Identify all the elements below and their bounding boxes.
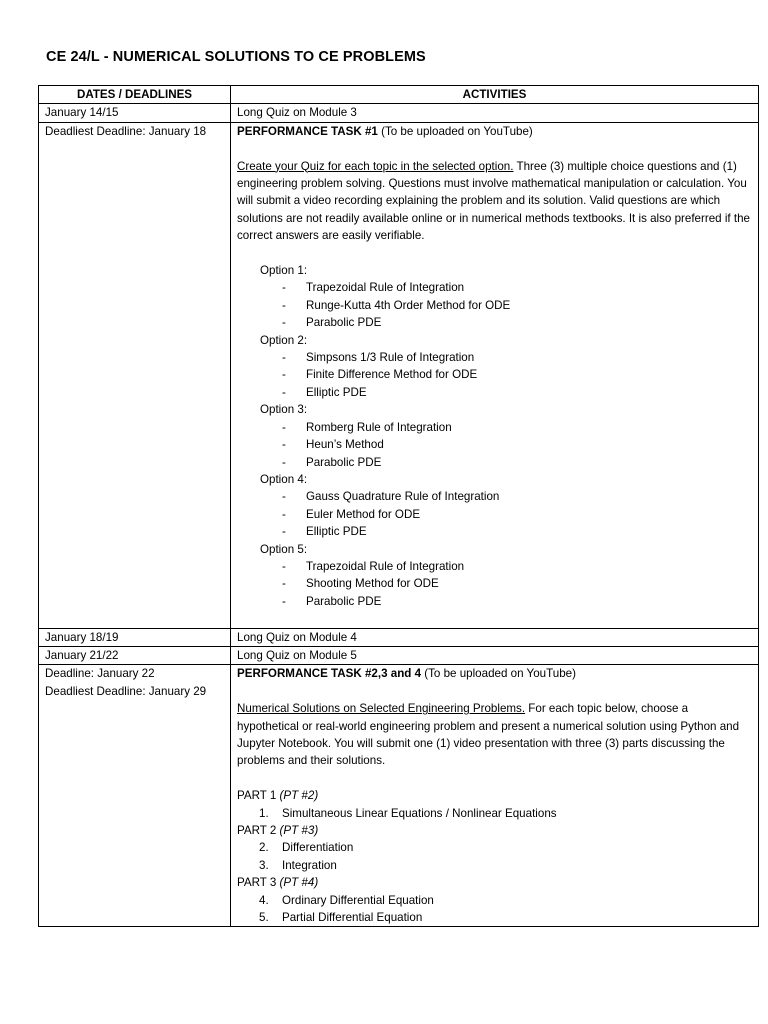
part-topic [259, 909, 752, 926]
option-topic: - Parabolic PDE [282, 593, 752, 610]
part-label [237, 874, 752, 891]
task-heading [237, 123, 752, 140]
option-label: Option 1: [260, 264, 308, 278]
option-topics [260, 558, 752, 610]
option-topic: - Trapezoidal Rule of Integration [282, 558, 752, 575]
part-topic [259, 805, 752, 822]
topic-number: 3. [259, 858, 269, 872]
topic-number: 1. [259, 806, 269, 820]
header-dates: DATES / DEADLINES [39, 86, 231, 104]
option-label: Option 5: [260, 542, 308, 556]
option-topics [260, 488, 752, 540]
activity-cell: Long Quiz on Module 3 [231, 104, 759, 122]
instructions-lead: Numerical Solutions on Selected Engineering Problems. [237, 702, 526, 716]
option-topic: - Elliptic PDE [282, 384, 752, 401]
part-label [237, 787, 752, 804]
part-topics [237, 839, 752, 874]
task-note: (To be uploaded on YouTube) [377, 124, 533, 138]
date-cell: January 14/15 [39, 104, 231, 122]
table-row [39, 646, 759, 664]
task-heading [237, 665, 752, 682]
option-topics [260, 349, 752, 401]
part-label [237, 822, 752, 839]
topic-text: Simultaneous Linear Equations / Nonlinear Equations [282, 806, 557, 820]
parts-list [237, 787, 752, 926]
topic-number: 2. [259, 841, 269, 855]
topic-text: Differentiation [282, 841, 354, 855]
table-row [39, 665, 759, 927]
option-topic: - Gauss Quadrature Rule of Integration [282, 488, 752, 505]
option-topic: - Heun’s Method [282, 436, 752, 453]
part-topics [237, 892, 752, 927]
part-topic [259, 892, 752, 909]
table-row [39, 122, 759, 628]
part-topic [259, 839, 752, 856]
document-title: CE 24/L - NUMERICAL SOLUTIONS TO CE PROBLEMS [46, 49, 426, 65]
header-activities: ACTIVITIES [231, 86, 759, 104]
option-topic: - Runge-Kutta 4th Order Method for ODE [282, 297, 752, 314]
option-topic: - Trapezoidal Rule of Integration [282, 279, 752, 296]
instructions-body: Three (3) multiple choice questions and (1) engineering problem solving. Questions must involve mathematical manipulation or calculation. You will submit a video recording explaining the problem and its solution. Valid questions are which solutions are not readily available online or in numerical methods textbooks. It is also preferred if the correct answers are easily verifiable. [237, 159, 750, 243]
schedule-table [38, 85, 759, 927]
table-row [39, 628, 759, 646]
topic-text: Partial Differential Equation [282, 911, 423, 925]
option-label: Option 2: [260, 333, 308, 347]
table-row [39, 104, 759, 122]
deadliest-deadline: Deadliest Deadline: January 29 [45, 684, 207, 698]
part-topic [259, 857, 752, 874]
date-cell: Deadliest Deadline: January 18 [39, 122, 231, 628]
part-title: PART 1 [237, 789, 280, 803]
part-title: PART 3 [237, 876, 280, 890]
topic-number: 4. [259, 893, 269, 907]
task-title: PERFORMANCE TASK #1 [237, 124, 378, 138]
option-topic: - Shooting Method for ODE [282, 575, 752, 592]
activity-cell [231, 122, 759, 628]
date-cell: January 18/19 [39, 628, 231, 646]
topic-number: 5. [259, 911, 269, 925]
part-tag: (PT #2) [279, 789, 319, 803]
part-title: PART 2 [237, 823, 280, 837]
option-topic: - Euler Method for ODE [282, 506, 752, 523]
option-topics [260, 419, 752, 471]
deadline: Deadline: January 22 [45, 667, 155, 681]
option-topic: - Parabolic PDE [282, 314, 752, 331]
option-topic: - Finite Difference Method for ODE [282, 366, 752, 383]
activity-cell: Long Quiz on Module 5 [231, 646, 759, 664]
activity-cell [231, 665, 759, 927]
part-topics [237, 805, 752, 822]
option-label: Option 4: [260, 472, 308, 486]
instructions-lead: Create your Quiz for each topic in the selected option. [237, 159, 514, 173]
date-cell [39, 665, 231, 927]
option-topic: - Simpsons 1/3 Rule of Integration [282, 349, 752, 366]
topic-text: Integration [282, 858, 337, 872]
option-label: Option 3: [260, 403, 308, 417]
topic-text: Ordinary Differential Equation [282, 893, 434, 907]
task-instructions [237, 158, 752, 245]
instructions-body: For each topic below, choose a hypothetical or real-world engineering problem and present a numerical solution using Python and Jupyter Notebook. You will submit one (1) video presentation with three (3) parts discussing the problems and their solutions. [237, 702, 740, 768]
part-tag: (PT #3) [279, 823, 319, 837]
option-topic: - Parabolic PDE [282, 454, 752, 471]
task-instructions [237, 700, 752, 770]
option-topic: - Elliptic PDE [282, 523, 752, 540]
activity-cell: Long Quiz on Module 4 [231, 628, 759, 646]
date-cell: January 21/22 [39, 646, 231, 664]
table-header-row [39, 86, 759, 104]
option-topics [260, 279, 752, 331]
options-list [237, 262, 752, 610]
task-title: PERFORMANCE TASK #2,3 and 4 [237, 667, 422, 681]
part-tag: (PT #4) [279, 876, 319, 890]
task-note: (To be uploaded on YouTube) [421, 667, 576, 681]
option-topic: - Romberg Rule of Integration [282, 419, 752, 436]
